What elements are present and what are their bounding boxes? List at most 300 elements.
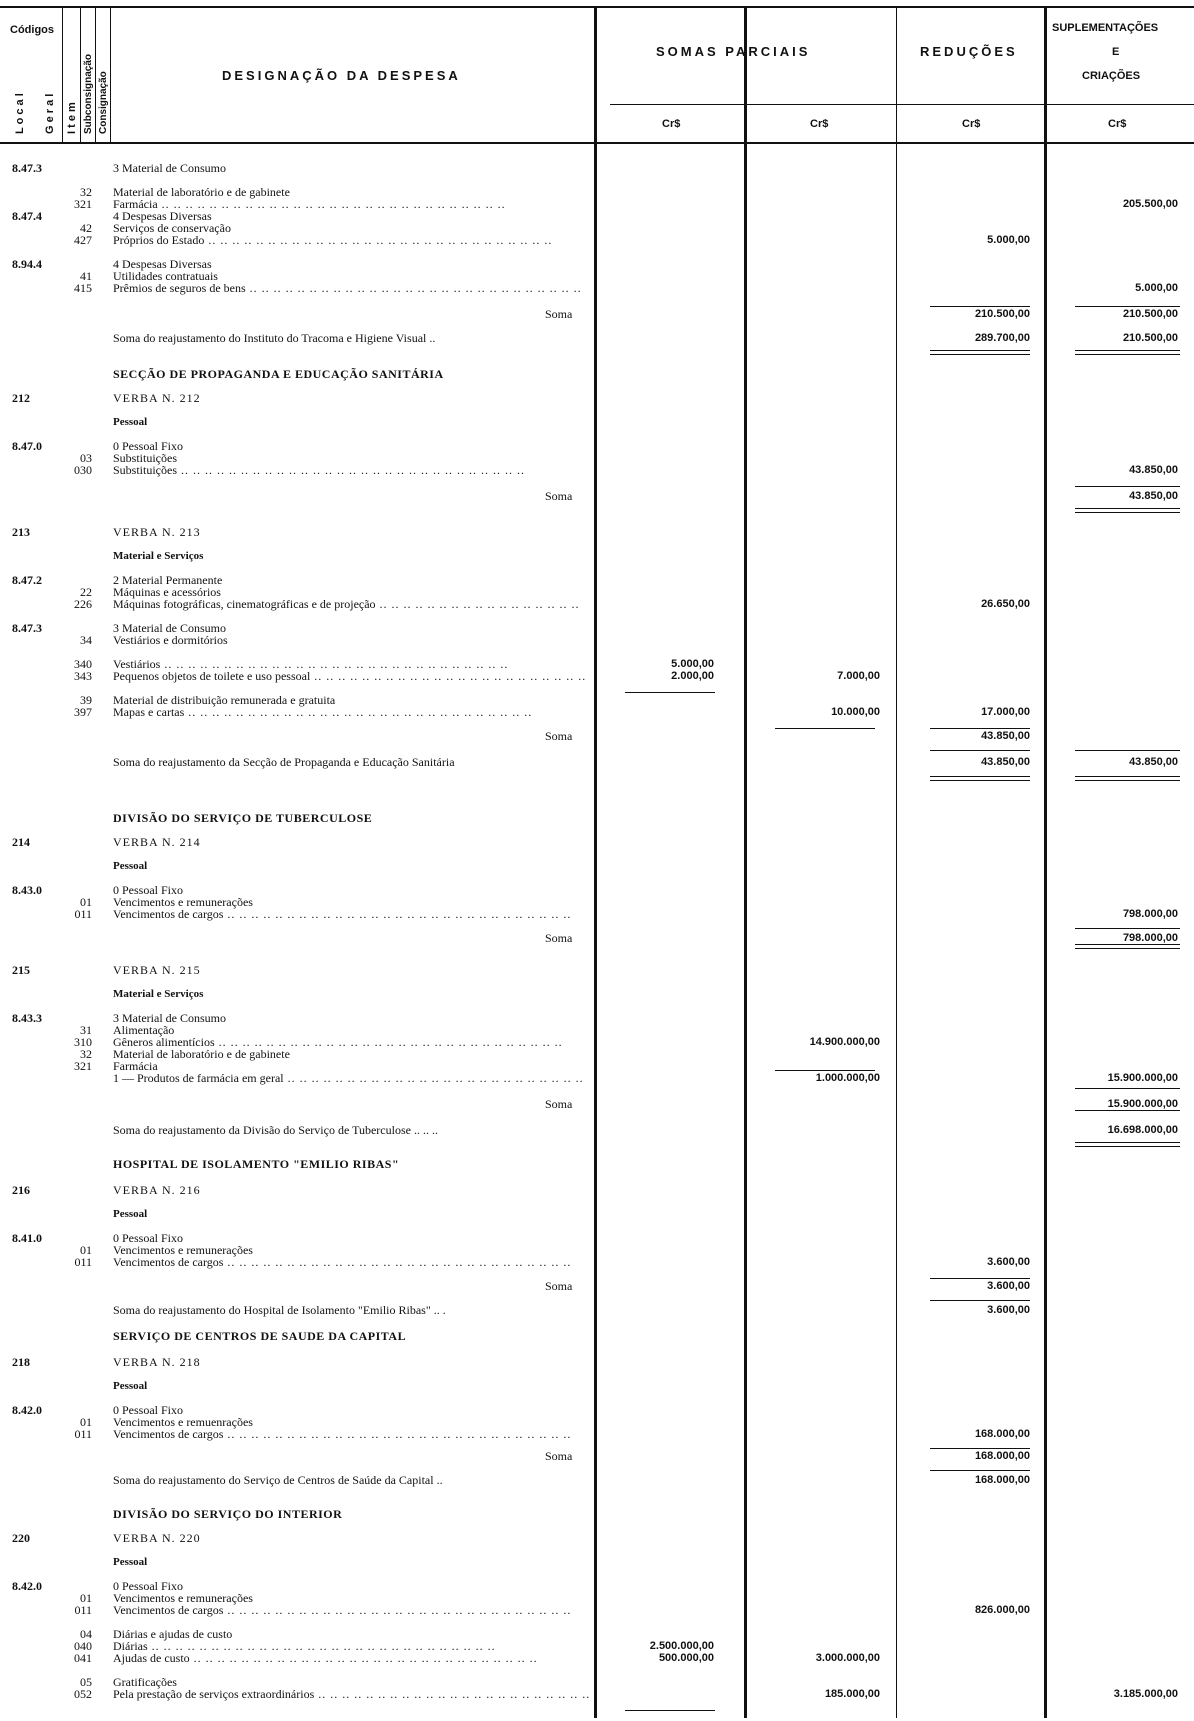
- code-geral: 01: [80, 895, 92, 909]
- code-local: 218: [12, 1355, 30, 1369]
- description-text: 0 Pessoal Fixo: [113, 1403, 184, 1417]
- description-text: Utilidades contratuais: [113, 269, 218, 283]
- supplement-value: 5.000,00: [1135, 282, 1178, 294]
- leader-dots: .. .. .. .. .. .. .. .. .. .. .. .. .. .. .. .. .. .. .. .. .. .. ..: [314, 1687, 591, 1701]
- table-row: [0, 756, 1194, 769]
- row-description: [113, 1428, 571, 1441]
- header-item: I t e m: [66, 102, 78, 134]
- table-row: [0, 730, 1194, 743]
- rule: [930, 776, 1030, 781]
- description-text: Soma: [545, 1279, 573, 1293]
- row-description: [113, 1304, 446, 1317]
- supplement-value: 3.185.000,00: [1113, 1688, 1178, 1700]
- code-geral: 41: [80, 269, 92, 283]
- code-geral: 030: [74, 463, 92, 477]
- row-description: [113, 234, 552, 247]
- partial-sum-2: 1.000.000,00: [815, 1072, 880, 1084]
- rule: [930, 350, 1030, 355]
- supplement-value: 43.850,00: [1129, 464, 1178, 476]
- reduction-value: 826.000,00: [974, 1604, 1030, 1616]
- description-text: Alimentação: [113, 1023, 175, 1037]
- rule: [625, 1710, 715, 1711]
- table-row: [0, 1098, 1194, 1111]
- code-local: 8.43.3: [12, 1011, 42, 1025]
- description-text: 3 Material de Consumo: [113, 1011, 226, 1025]
- table-row: [0, 1280, 1194, 1293]
- table-row: [0, 332, 1194, 345]
- reduction-value: 5.000,00: [987, 234, 1030, 246]
- header-geral: G e r a l: [44, 93, 56, 134]
- code-local: 216: [12, 1183, 30, 1197]
- code-geral: 321: [74, 197, 92, 211]
- table-row: [0, 1124, 1194, 1137]
- description-text: Vencimentos de cargos: [113, 1427, 224, 1441]
- description-text: VERBA N. 218: [113, 1355, 201, 1369]
- code-geral: 226: [74, 597, 92, 611]
- leader-dots: .. .. .. .. .. .. .. .. .. .. .. .. .. .. .. .. .. .. .. .. .. .. .. .. .. .. .. .. ..: [223, 1255, 572, 1269]
- code-geral: 343: [74, 669, 92, 683]
- description-text: 4 Despesas Diversas: [113, 209, 212, 223]
- partial-sum-1: 2.500.000,00: [649, 1640, 714, 1652]
- rule: [775, 728, 875, 729]
- code-geral: 011: [74, 1255, 92, 1269]
- table-row: [0, 988, 1194, 1001]
- description-text: Mapas e cartas: [113, 705, 185, 719]
- row-description: [545, 1450, 572, 1463]
- description-text: Máquinas e acessórios: [113, 585, 221, 599]
- partial-sum-1: 500.000,00: [658, 1652, 714, 1664]
- description-text: Vencimentos de cargos: [113, 1603, 224, 1617]
- rule: [1075, 306, 1180, 307]
- header-consignacao: Consignação: [98, 71, 109, 134]
- code-local: 8.42.0: [12, 1403, 42, 1417]
- code-local: 8.47.2: [12, 573, 42, 587]
- table-row: [0, 1304, 1194, 1317]
- code-local: 212: [12, 391, 30, 405]
- row-description: [545, 730, 572, 743]
- leader-dots: .. .. .. .. .. .. .. .. .. .. .. .. .. .. .. .. .. .. .. .. .. .. .. .. .. .. .. .. ..: [223, 907, 572, 921]
- rule: [930, 750, 1030, 751]
- code-local: 8.41.0: [12, 1231, 42, 1245]
- code-geral: 01: [80, 1415, 92, 1429]
- description-text: Vencimentos e remunerações: [113, 1591, 253, 1605]
- code-geral: 427: [74, 233, 92, 247]
- table-row: [0, 836, 1194, 849]
- table-row: [0, 1474, 1194, 1487]
- code-geral: 011: [74, 1427, 92, 1441]
- partial-sum-2: 185.000,00: [824, 1688, 880, 1700]
- code-geral: 42: [80, 221, 92, 235]
- description-text: Diárias e ajudas de custo: [113, 1627, 233, 1641]
- reduction-value: 168.000,00: [974, 1428, 1030, 1440]
- description-text: Soma do reajustamento da Secção de Propaganda e Educação Sanitária: [113, 755, 455, 769]
- code-geral: 340: [74, 657, 92, 671]
- table-row: [0, 1380, 1194, 1393]
- description-text: 3 Material de Consumo: [113, 161, 226, 175]
- table-row: [0, 1208, 1194, 1221]
- description-text: VERBA N. 213: [113, 525, 201, 539]
- row-description: [113, 1184, 201, 1197]
- rule: [1075, 1110, 1180, 1111]
- row-description: [113, 812, 372, 825]
- code-geral: 041: [74, 1651, 92, 1665]
- header-designacao: DESIGNAÇÃO DA DESPESA: [222, 68, 461, 83]
- col-line-geral: [80, 8, 81, 143]
- rule: [930, 728, 1030, 729]
- description-text: Material de distribuição remunerada e gratuita: [113, 693, 336, 707]
- description-text: 1 — Produtos de farmácia em geral: [113, 1071, 284, 1085]
- header-e: E: [1112, 46, 1120, 58]
- partial-sum-1: 2.000,00: [671, 670, 714, 682]
- code-local: 213: [12, 525, 30, 539]
- row-description: [113, 634, 228, 647]
- table-row: [0, 1532, 1194, 1545]
- supplement-value: 210.500,00: [1122, 332, 1178, 344]
- header-unit-rule: [610, 104, 1194, 105]
- description-text: Pequenos objetos de toilete e uso pessoal: [113, 669, 311, 683]
- description-text: VERBA N. 214: [113, 835, 201, 849]
- row-description: [113, 670, 586, 683]
- rule: [930, 1470, 1030, 1471]
- description-text: Material de laboratório e de gabinete: [113, 185, 290, 199]
- reduction-value: 3.600,00: [987, 1304, 1030, 1316]
- partial-sum-2: 7.000,00: [837, 670, 880, 682]
- reduction-value: 43.850,00: [981, 756, 1030, 768]
- rule: [1075, 350, 1180, 355]
- row-description: [113, 368, 444, 381]
- row-description: [113, 464, 525, 477]
- leader-dots: .. .. .. .. .. .. .. .. .. .. .. .. .. .. .. .. .. .. .. .. .. .. .. .. .. .. .. .. ..: [204, 233, 553, 247]
- code-local: 8.47.4: [12, 209, 42, 223]
- col-line-sub: [110, 8, 111, 143]
- code-local: 220: [12, 1531, 30, 1545]
- description-text: Diárias: [113, 1639, 148, 1653]
- description-text: 0 Pessoal Fixo: [113, 1579, 184, 1593]
- description-text: Soma: [545, 729, 573, 743]
- row-description: [113, 162, 226, 175]
- rule: [625, 692, 715, 693]
- table-row: [0, 526, 1194, 539]
- description-text: Serviços de conservação: [113, 221, 231, 235]
- table-row: [0, 1450, 1194, 1463]
- description-text: Próprios do Estado: [113, 233, 205, 247]
- description-text: Vencimentos e remunerações: [113, 1243, 253, 1257]
- row-description: [113, 706, 532, 719]
- header-local: L o c a l: [14, 93, 26, 134]
- leader-dots: .. .. .. .. .. .. .. .. .. .. .. .. .. .. .. .. .. .. .. .. .. .. .. .. .. .. .. .. ..: [177, 463, 526, 477]
- description-text: Pessoal: [113, 1556, 148, 1568]
- rule: [1075, 750, 1180, 751]
- row-description: [113, 598, 580, 611]
- row-description: [113, 416, 147, 429]
- code-geral: 05: [80, 1675, 92, 1689]
- row-description: [113, 1072, 584, 1085]
- table-row: [0, 234, 1194, 247]
- row-description: [113, 526, 201, 539]
- header-subconsignacao: Subconsignação: [83, 53, 94, 134]
- table-row: [0, 490, 1194, 503]
- row-description: [113, 836, 201, 849]
- header-suplementacoes: SUPLEMENTAÇÕES: [1052, 22, 1159, 34]
- row-description: [113, 332, 435, 345]
- description-text: Soma: [545, 1097, 573, 1111]
- rule: [930, 306, 1030, 307]
- table-row: [0, 1184, 1194, 1197]
- description-text: 4 Despesas Diversas: [113, 257, 212, 271]
- description-text: Prêmios de seguros de bens: [113, 281, 246, 295]
- table-row: [0, 1652, 1194, 1665]
- table-row: [0, 1428, 1194, 1441]
- partial-sum-1: 5.000,00: [671, 658, 714, 670]
- partial-sum-2: 14.900.000,00: [809, 1036, 880, 1048]
- code-geral: 397: [74, 705, 92, 719]
- row-description: [113, 282, 582, 295]
- top-rule: [0, 6, 1194, 8]
- table-row: [0, 634, 1194, 647]
- supplement-value: 210.500,00: [1122, 308, 1178, 320]
- code-geral: 415: [74, 281, 92, 295]
- supplement-value: 798.000,00: [1122, 908, 1178, 920]
- table-row: [0, 392, 1194, 405]
- leader-dots: .. .. .. .. .. .. .. .. .. .. .. .. .. .. .. .. .. .. .. .. .. .. ..: [310, 669, 587, 683]
- code-local: 8.94.4: [12, 257, 42, 271]
- leader-dots: .. .. .. .. .. .. .. .. .. .. .. .. .. .. .. .. .. .. .. .. .. .. .. .. .. .. .. .. ..: [214, 1035, 563, 1049]
- rule: [775, 1070, 875, 1071]
- description-text: Soma do reajustamento do Serviço de Centros de Saúde da Capital ..: [113, 1473, 443, 1487]
- code-local: 215: [12, 963, 30, 977]
- description-text: Soma do reajustamento do Hospital de Isolamento "Emilio Ribas" .. .: [113, 1303, 446, 1317]
- description-text: Pessoal: [113, 1380, 148, 1392]
- unit-red: Cr$: [962, 118, 981, 130]
- rule: [1075, 944, 1180, 949]
- leader-dots: .. .. .. .. .. .. .. .. .. .. .. .. .. .. .. .. .. .. .. .. .. .. .. .. .. .. .. .. ..: [189, 1651, 538, 1665]
- leader-dots: .. .. .. .. .. .. .. .. .. .. .. .. .. .. .. .. .. .. .. .. .. .. .. .. .. .. .. ..: [245, 281, 582, 295]
- row-description: [113, 1380, 147, 1393]
- row-description: [545, 490, 572, 503]
- rule: [930, 1448, 1030, 1449]
- header-codigos: Códigos: [10, 24, 54, 36]
- row-description: [545, 1098, 572, 1111]
- description-text: Máquinas fotográficas, cinematográficas e de projeção: [113, 597, 376, 611]
- supplement-value: 43.850,00: [1129, 490, 1178, 502]
- leader-dots: .. .. .. .. .. .. .. .. .. .. .. .. .. .. .. .. .. .. .. .. .. .. .. .. .. .. .. .. ..: [223, 1603, 572, 1617]
- description-text: HOSPITAL DE ISOLAMENTO "EMILIO RIBAS": [113, 1157, 400, 1171]
- description-text: 0 Pessoal Fixo: [113, 439, 184, 453]
- table-row: [0, 598, 1194, 611]
- description-text: Farmácia: [113, 1059, 158, 1073]
- row-description: [113, 392, 201, 405]
- description-text: Farmácia: [113, 197, 158, 211]
- row-description: [113, 1604, 571, 1617]
- supplement-value: 43.850,00: [1129, 756, 1178, 768]
- code-local: 8.47.3: [12, 161, 42, 175]
- row-description: [113, 988, 203, 1001]
- code-geral: 31: [80, 1023, 92, 1037]
- code-geral: 34: [80, 633, 92, 647]
- description-text: Vestiários e dormitórios: [113, 633, 228, 647]
- table-row: [0, 860, 1194, 873]
- description-text: Gêneros alimentícios: [113, 1035, 215, 1049]
- reduction-value: 26.650,00: [981, 598, 1030, 610]
- supplement-value: 205.500,00: [1122, 198, 1178, 210]
- row-description: [545, 1280, 572, 1293]
- code-geral: 01: [80, 1591, 92, 1605]
- table-row: [0, 670, 1194, 683]
- code-local: 8.42.0: [12, 1579, 42, 1593]
- row-description: [113, 1652, 538, 1665]
- table-row: [0, 964, 1194, 977]
- unit-parc2: Cr$: [810, 118, 829, 130]
- table-row: [0, 1072, 1194, 1085]
- table-row: [0, 908, 1194, 921]
- supplement-value: 15.900.000,00: [1107, 1072, 1178, 1084]
- rule: [1075, 1142, 1180, 1147]
- description-text: 0 Pessoal Fixo: [113, 1231, 184, 1245]
- supplement-value: 16.698.000,00: [1107, 1124, 1178, 1136]
- row-description: [113, 1158, 399, 1171]
- description-text: Soma: [545, 931, 573, 945]
- code-local: 214: [12, 835, 30, 849]
- table-row: [0, 932, 1194, 945]
- description-text: Pessoal: [113, 860, 148, 872]
- table-row: [0, 1256, 1194, 1269]
- description-text: Soma: [545, 1449, 573, 1463]
- description-text: Soma do reajustamento da Divisão do Serviço de Tuberculose .. .. ..: [113, 1123, 438, 1137]
- header-somas-parciais: SOMAS PARCIAIS: [656, 44, 811, 59]
- code-geral: 321: [74, 1059, 92, 1073]
- code-local: 8.47.0: [12, 439, 42, 453]
- code-local: 8.43.0: [12, 883, 42, 897]
- description-text: Vencimentos e remuenrações: [113, 1415, 253, 1429]
- table-row: [0, 308, 1194, 321]
- code-geral: 04: [80, 1627, 92, 1641]
- leader-dots: .. .. .. .. .. .. .. .. .. .. .. .. .. .. .. .. .. .. .. .. .. .. .. .. .. .. .. .. ..: [147, 1639, 496, 1653]
- description-text: Material de laboratório e de gabinete: [113, 1047, 290, 1061]
- leader-dots: .. .. .. .. .. .. .. .. .. .. .. .. .. .. .. .. .. .. .. .. .. .. .. .. .. .. .. .. ..: [223, 1427, 572, 1441]
- partial-sum-2: 10.000,00: [831, 706, 880, 718]
- reduction-value: 3.600,00: [987, 1256, 1030, 1268]
- table-row: [0, 1688, 1194, 1701]
- reduction-value: 17.000,00: [981, 706, 1030, 718]
- leader-dots: .. .. .. .. .. .. .. .. .. .. .. .. .. .. .. .. .. .. .. .. .. .. .. .. .. .. .. .. ..: [157, 197, 506, 211]
- code-geral: 052: [74, 1687, 92, 1701]
- code-geral: 011: [74, 907, 92, 921]
- row-description: [113, 1356, 201, 1369]
- code-geral: 011: [74, 1603, 92, 1617]
- rule: [1075, 486, 1180, 487]
- table-row: [0, 416, 1194, 429]
- table-row: [0, 1158, 1194, 1171]
- row-description: [113, 550, 203, 563]
- col-line-local: [62, 8, 63, 143]
- table-row: [0, 706, 1194, 719]
- rule: [1075, 776, 1180, 781]
- table-row: [0, 550, 1194, 563]
- code-geral: 040: [74, 1639, 92, 1653]
- code-geral: 32: [80, 185, 92, 199]
- reduction-value: 289.700,00: [974, 332, 1030, 344]
- row-description: [113, 1532, 201, 1545]
- description-text: SECÇÃO DE PROPAGANDA E EDUCAÇÃO SANITÁRIA: [113, 367, 444, 381]
- description-text: SERVIÇO DE CENTROS DE SAUDE DA CAPITAL: [113, 1329, 407, 1343]
- description-text: DIVISÃO DO SERVIÇO DO INTERIOR: [113, 1507, 343, 1521]
- code-geral: 22: [80, 585, 92, 599]
- description-text: 2 Material Permanente: [113, 573, 223, 587]
- description-text: DIVISÃO DO SERVIÇO DE TUBERCULOSE: [113, 811, 373, 825]
- description-text: Pessoal: [113, 416, 148, 428]
- unit-parc1: Cr$: [662, 118, 681, 130]
- description-text: Soma: [545, 307, 573, 321]
- row-description: [545, 308, 572, 321]
- description-text: Vestiários: [113, 657, 161, 671]
- leader-dots: .. .. .. .. .. .. .. .. .. .. .. .. .. .. .. .. .. .. .. .. .. .. .. .. ..: [283, 1071, 584, 1085]
- reduction-value: 210.500,00: [974, 308, 1030, 320]
- row-description: [113, 964, 201, 977]
- description-text: 0 Pessoal Fixo: [113, 883, 184, 897]
- row-description: [113, 1256, 571, 1269]
- code-geral: 39: [80, 693, 92, 707]
- supplement-value: 15.900.000,00: [1107, 1098, 1178, 1110]
- description-text: Material e Serviços: [113, 550, 204, 562]
- reduction-value: 168.000,00: [974, 1450, 1030, 1462]
- reduction-value: 3.600,00: [987, 1280, 1030, 1292]
- description-text: Substituições: [113, 463, 178, 477]
- table-row: [0, 282, 1194, 295]
- description-text: 3 Material de Consumo: [113, 621, 226, 635]
- header-bottom-rule: [0, 142, 1194, 144]
- table-row: [0, 812, 1194, 825]
- row-description: [113, 1124, 438, 1137]
- rule: [1075, 928, 1180, 929]
- description-text: Vencimentos e remunerações: [113, 895, 253, 909]
- col-line-item: [95, 8, 96, 143]
- description-text: Vencimentos de cargos: [113, 907, 224, 921]
- leader-dots: .. .. .. .. .. .. .. .. .. .. .. .. .. .. .. .. .. .. .. .. .. .. .. .. .. .. .. .. ..: [160, 657, 509, 671]
- table-row: [0, 368, 1194, 381]
- row-description: [113, 1556, 147, 1569]
- description-text: Pela prestação de serviços extraordinários: [113, 1687, 315, 1701]
- row-description: [113, 1208, 147, 1221]
- description-text: Soma do reajustamento do Instituto do Tracoma e Higiene Visual ..: [113, 331, 436, 345]
- reduction-value: 43.850,00: [981, 730, 1030, 742]
- row-description: [113, 908, 571, 921]
- table-row: [0, 1604, 1194, 1617]
- leader-dots: .. .. .. .. .. .. .. .. .. .. .. .. .. .. .. .. .. .. .. .. .. .. .. .. .. .. .. .. ..: [184, 705, 533, 719]
- description-text: Ajudas de custo: [113, 1651, 190, 1665]
- row-description: [113, 1508, 342, 1521]
- row-description: [113, 1474, 443, 1487]
- partial-sum-2: 3.000.000,00: [815, 1652, 880, 1664]
- description-text: Pessoal: [113, 1208, 148, 1220]
- description-text: Substituições: [113, 451, 178, 465]
- rule: [1075, 1088, 1180, 1089]
- description-text: Gratificações: [113, 1675, 177, 1689]
- row-description: [113, 860, 147, 873]
- code-geral: 03: [80, 451, 92, 465]
- code-geral: 310: [74, 1035, 92, 1049]
- table-row: [0, 1556, 1194, 1569]
- rule: [1075, 508, 1180, 513]
- rule: [930, 1300, 1030, 1301]
- table-row: [0, 1356, 1194, 1369]
- leader-dots: .. .. .. .. .. .. .. .. .. .. .. .. .. .. .. .. ..: [375, 597, 580, 611]
- rule: [930, 1278, 1030, 1279]
- reduction-value: 168.000,00: [974, 1474, 1030, 1486]
- header-reducoes: REDUÇÕES: [920, 44, 1018, 59]
- code-geral: 32: [80, 1047, 92, 1061]
- description-text: Soma: [545, 489, 573, 503]
- table-row: [0, 1508, 1194, 1521]
